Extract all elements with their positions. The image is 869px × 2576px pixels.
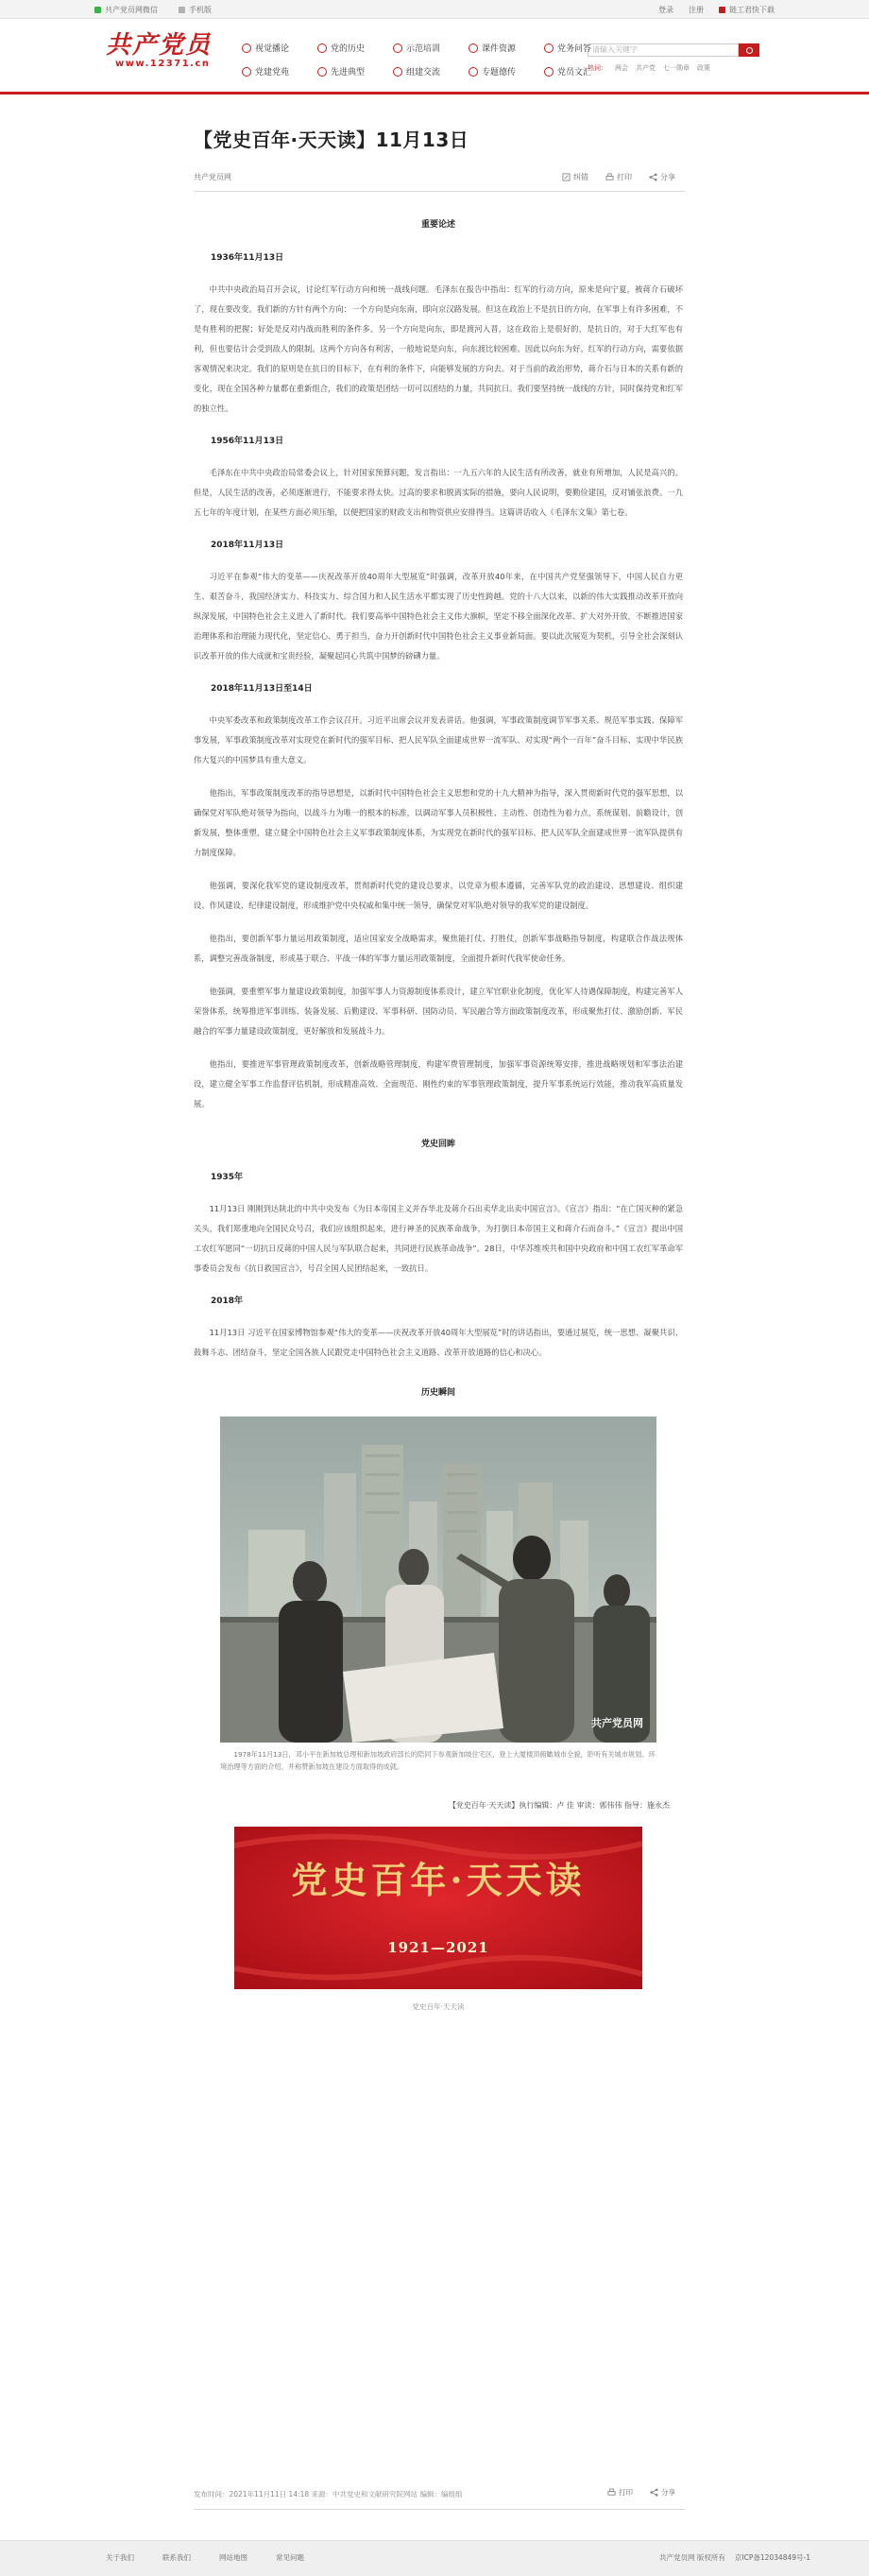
nav-item-label: 组建交流 [406,68,441,77]
paragraph: 11月13日 刚刚到达陕北的中共中央发布《为日本帝国主义并吞华北及蒋介石出卖华北出卖中国宣言》。《宣言》指出：“在亡国灭种的紧急关头，我们郑重地向全国民众号召，我们应该组织起来，进行神圣的民族革命战争，为打倒日本帝国主义和蒋介石而奋斗。”《宣言》提出中国工农红军愿同“一切抗日反蒋的中国人民与军队联合起来，共同进行民族革命战争”。28日，中华苏维埃共和国中央政府和中国工农红军革命军事委员会发布《抗日救国宣言》，号召全国人民团结起来，一致抗日。 [194,1204,683,1273]
search-input[interactable]: 请输入关键字 [588,43,739,57]
share-icon [649,173,657,181]
paragraph: 他指出，军事政策制度改革的指导思想是，以新时代中国特色社会主义思想和党的十九大精神为指导，深入贯彻新时代党的强军思想，以确保党对军队绝对领导为指向，以战斗力为唯一的根本的标准，以调动军事人员积极性、主动性、创造性为着力点，系统谋划、前瞻设计，创新发展，整体重塑，建立健全中国特色社会主义军事政策制度体系，为实现党在新时代的强军目标、把人民军队全面建成世界一流军队提供有力制度保障。 [194,788,683,857]
logo-text: 共产党员 [106,31,213,60]
share-button-bottom[interactable] [650,2487,675,2498]
article-meta [194,172,685,185]
nav-item[interactable] [393,42,469,54]
date-heading: 1935年 [211,1173,244,1182]
date-heading: 2018年 [211,1297,244,1306]
section-heading: 历史瞬间 [420,1388,455,1398]
share-label: 分享 [661,2488,675,2497]
print-icon [607,2488,616,2497]
search-button[interactable] [739,43,759,57]
share-icon [650,2488,658,2497]
nav-item-label: 党建党苑 [255,68,290,77]
paragraph: 他指出，要推进军事管理政策制度改革，创新战略管理制度，构建军费管理制度，加强军事资源统筹安排，推进战略规划和军事法治建设，建立健全军事工作监督评估机制，形成精准高效、全面规范、刚性约束的军事管理政策制度，提升军事系统运行效能，推动我军高质量发展。 [194,1059,683,1108]
title-divider [194,191,685,192]
app-download-label: 链工君快下载 [729,6,775,14]
footer-link[interactable]: 常见问题 [276,2553,304,2562]
footer-link[interactable]: 网站地图 [219,2553,247,2562]
nav-item-label: 示范培训 [406,44,441,54]
paragraph: 他指出，要创新军事力量运用政策制度，适应国家安全战略需求，聚焦能打仗、打胜仗，创新军事战略指导制度，构建联合作战法规体系，调整完善战备制度，形成基于联合、平战一体的军事力量运用政策制度，全面提升新时代我军使命任务。 [194,934,683,963]
share-button[interactable] [649,172,675,182]
date-heading: 1956年11月13日 [211,437,284,446]
historical-photo [220,1417,656,1743]
paragraph: 中央军委改革和政策制度改革工作会议召开。习近平出席会议并发表讲话。他强调，军事政策制度调节军事关系、规范军事实践、保障军事发展，军事政策制度改革对实现党在新时代的强军目标、把人民军队全面建成世界一流军队、对实现“两个一百年”奋斗目标、实现中华民族伟大复兴的中国梦具有重大意义。 [194,715,683,764]
mobile-icon [179,7,185,13]
share-label: 分享 [660,173,675,181]
photo-watermark: 共产党员网 [591,1717,643,1729]
copyright-text: 共产党员网 版权所有 [658,2553,725,2562]
nav-item-icon [242,43,251,53]
top-utility-bar [0,0,869,19]
edit-icon [562,173,571,181]
nav-item-icon [242,67,251,77]
print-button[interactable] [605,172,632,182]
site-footer [0,2540,869,2576]
nav-item[interactable] [317,65,393,77]
mobile-label: 手机版 [189,6,212,14]
hot-words-label: 热词： [588,64,607,72]
nav-item-icon [544,43,554,53]
main-nav [242,42,592,77]
search-icon [746,47,753,54]
icp-number: 京ICP备12034849号-1 [734,2553,810,2562]
download-icon [719,7,725,13]
footer-link[interactable]: 关于我们 [106,2553,134,2562]
report-error-button[interactable] [562,172,588,182]
publish-info-text: 发布时间：2021年11月11日 14:18 来源：中共党史和文献研究院网站 编辑：编组组 [194,2490,463,2499]
nav-item[interactable] [317,42,393,54]
editor-credits: 【党史百年·天天读】执行编辑：卢 佳 审读：郭伟伟 指导：施永杰 [448,1801,670,1810]
article-body [194,215,683,2017]
paragraph: 11月13日 习近平在国家博物馆参观“伟大的变革——庆祝改革开放40周年大型展览”时的讲话指出，要通过展览，统一思想、凝聚共识、鼓舞斗志、团结奋斗，坚定全国各族人民跟党走中国特色社会主义道路、改革开放道路的信心和决心。 [194,1328,683,1357]
print-label: 打印 [619,2488,633,2497]
paragraph: 习近平在参观“伟大的变革——庆祝改革开放40周年大型展览”时强调，改革开放40年来，在中国共产党坚强领导下，中国人民自力更生、艰苦奋斗，我国经济实力、科技实力、综合国力和人民生活水平都实现了历史性跨越。党的十八大以来，以新的伟大实践推动改革开放向纵深发展，中国特色社会主义进入了新时代。我们要高举中国特色社会主义伟大旗帜，坚定不移全面深化改革、扩大对外开放，不断推进国家治理体系和治理能力现代化，坚定信心、勇于担当，奋力开创新时代中国特色社会主义事业新局面。要以此次展览为契机，引导全社会深刻认识改革开放的伟大成就和宝贵经验，凝聚起同心共筑中国梦的磅礴力量。 [194,572,683,661]
wechat-label: 共产党员网微信 [105,6,158,14]
login-link[interactable]: 登录 [658,6,673,14]
nav-item-label: 专题德传 [482,68,517,77]
nav-item-icon [393,67,402,77]
print-icon [605,173,614,181]
footer-link[interactable]: 联系我们 [162,2553,191,2562]
logo-url: www.12371.cn [115,59,211,69]
report-error-label: 纠错 [573,173,588,181]
nav-item-icon [469,43,478,53]
nav-item[interactable] [242,42,317,54]
photo-caption: 1978年11月13日，邓小平在新加坡总理和新加坡政府部长的陪同下参观新加坡住宅区，登上大厦楼顶俯瞰城市全貌，聆听有关城市规划、环境治理等方面的介绍，并称赞新加坡在建设方面取得的成就。 [220,1750,656,1771]
site-header [0,19,869,87]
bottom-divider [194,2509,685,2510]
paragraph: 他强调，要重塑军事力量建设政策制度，加强军事人力资源制度体系设计，建立军官职业化制度，优化军人待遇保障制度，构建完善军人荣誉体系，统筹推进军事训练、装备发展、后勤建设、军事科研、国防动员、军民融合等方面政策制度改革，形成聚焦打仗、激励创新、军民融合的军事力量建设政策制度，更好解放和发展战斗力。 [194,987,683,1036]
date-heading: 2018年11月13日至14日 [211,684,313,694]
nav-item-icon [317,43,327,53]
nav-item[interactable] [469,65,544,77]
print-button-bottom[interactable] [607,2487,633,2498]
hot-word-link[interactable]: 政策 [697,64,710,72]
nav-item-label: 党务问答 [557,44,592,54]
footer-links [106,2552,304,2563]
nav-item-icon [393,43,402,53]
paragraph: 他强调，要深化我军党的建设制度改革，贯彻新时代党的建设总要求，以党章为根本遵循，完善军队党的政治建设、思想建设、组织建设、作风建设、纪律建设制度，形成维护党中央权威和集中统一领导，确保党对军队绝对领导的我军党的建设制度。 [194,881,683,910]
bottom-tools [607,2487,675,2498]
nav-item-label: 课件资源 [482,44,517,54]
nav-item-label: 视觉播论 [255,44,290,54]
banner-title: 党史百年·天天读 [291,1859,586,1901]
hot-word-link[interactable]: 两会 [615,64,628,72]
section-heading: 重要论述 [420,220,455,230]
nav-item[interactable] [242,65,317,77]
wechat-link[interactable] [94,5,158,15]
nav-item-label: 先进典型 [331,68,366,77]
article-tools [562,172,675,182]
hot-words [588,63,710,73]
nav-item-icon [469,67,478,77]
hot-word-link[interactable]: 共产党 [636,64,656,72]
mobile-link[interactable] [179,5,212,15]
photo-image [220,1417,656,1743]
banner-years: 1921—2021 [387,1939,489,1956]
site-logo[interactable] [106,32,224,76]
wechat-icon [94,7,101,13]
article-title: 【党史百年·天天读】11月13日 [194,129,469,151]
print-label: 打印 [617,173,632,181]
date-heading: 2018年11月13日 [211,541,284,550]
date-heading: 1936年11月13日 [211,253,284,263]
nav-item[interactable] [393,65,469,77]
nav-item-label: 党的历史 [331,44,366,54]
nav-item[interactable] [469,42,544,54]
section-heading: 党史回眸 [420,1140,455,1149]
banner-background [234,1827,642,1989]
hot-word-link[interactable]: 七一勋章 [663,64,690,72]
app-download-link[interactable] [719,5,775,15]
nav-item-icon [317,67,327,77]
paragraph: 毛泽东在中共中央政治局常委会议上，针对国家预算问题，发言指出：一九五六年的人民生活有所改善，就业有所增加，人民是高兴的。但是，人民生活的改善，必须逐渐进行，不能要求得太快。过高的要求和脱离实际的措施，要向人民说明，要勤俭建国，反对铺张浪费。一九五七年的年度计划，在某些方面必须压缩，以便把国家的财政支出和物资供应安排得当。这篇讲话收入《毛泽东文集》第七卷。 [194,468,683,517]
nav-item-label: 党员文汇 [557,68,592,77]
column-banner [234,1827,642,1989]
footer-copyright [659,2552,810,2563]
register-link[interactable]: 注册 [689,6,704,14]
publish-info [194,2485,685,2500]
header-divider [0,92,869,94]
article-source: 共产党员网 [194,173,231,181]
nav-item-icon [544,67,554,77]
paragraph: 中共中央政治局召开会议，讨论红军行动方向和统一战线问题。毛泽东在报告中指出：红军的行动方向，原来是向宁夏，被蒋介石破坏了，现在要改变。我们新的方针有两个方向：一个方向是向东南，即向京汉路发展。但这在政治上不是抗日的方向，在军事上有许多困难，不是有胜利的把握；好处是反对内战而胜利的条件多。另一个方向是向东，即是渡河入晋，这在政治上是很好的，是抗日的，对于大红军也有利，但也要估计会受到敌人的限制。这两个方向各有利害，一般地说是向东，向东渡比较困难。因此以向东为好。红军的行动方向，需要依据客观情况来决定。我们的原则是在抗日的目标下，在有利的条件下，向能够发展的方向去。对于当前的政治形势，蒋介石与日本的关系有新的变化，现在全国各种力量都在重新组合，我们的政策是团结一切可以团结的力量，共同抗日。我们要坚持统一战线的方针，同时保持党和红军的独立性。 [194,284,683,413]
banner-caption: 党史百年·天天读 [412,2002,465,2011]
